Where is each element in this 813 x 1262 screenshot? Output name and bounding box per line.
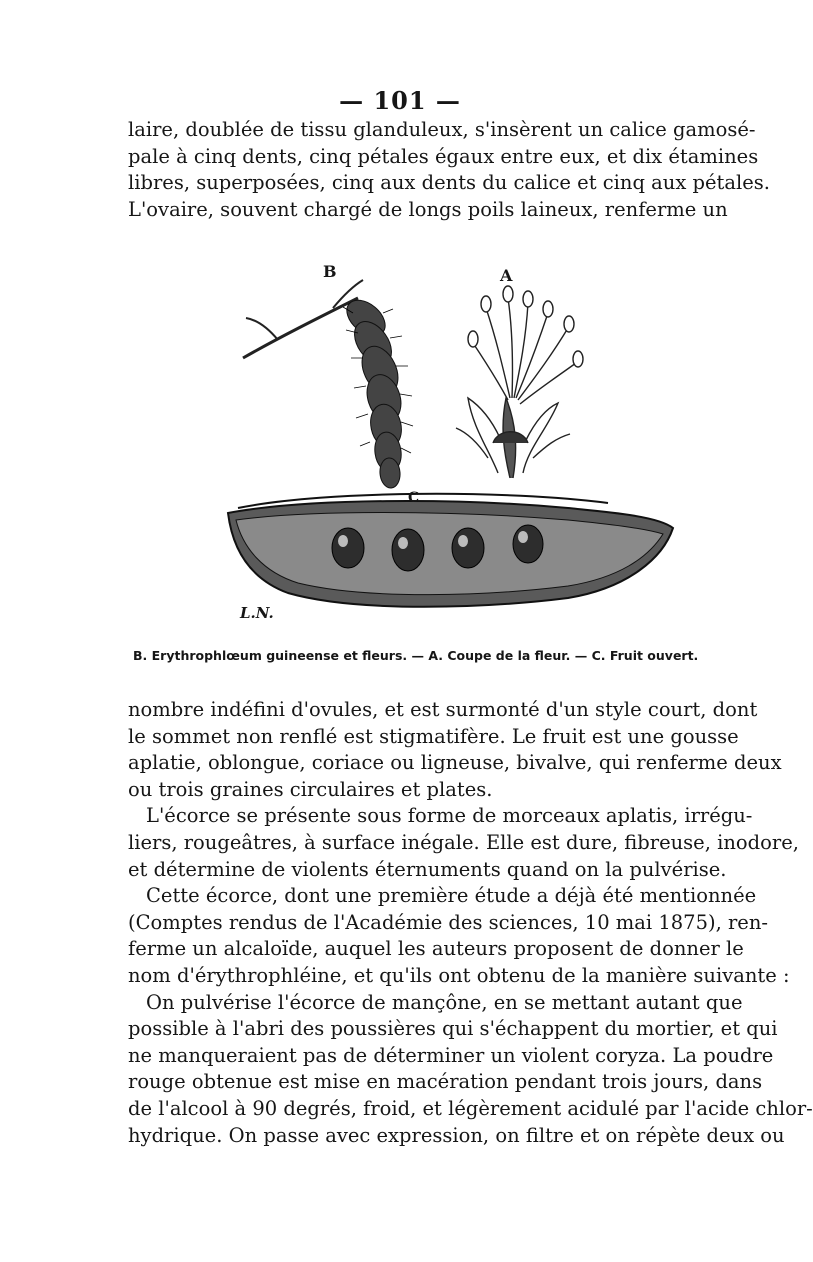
text-line: aplatie, oblongue, coriace ou ligneuse, bivalve, qui renferme deux [128, 751, 782, 775]
page-number: — 101 — [339, 86, 461, 115]
text-line: le sommet non renflé est stigmatifère. Le fruit est une gousse [128, 724, 739, 748]
figure-label-b: B [323, 262, 337, 281]
text-line: Cette écorce, dont une première étude a déjà été mentionnée [146, 884, 757, 908]
bottom-paragraphs [128, 697, 813, 1149]
text-line: rouge obtenue est mise en macération pendant trois jours, dans [128, 1070, 763, 1094]
engraver-signature: L.N. [240, 604, 274, 622]
figure-label-a: A [500, 266, 513, 285]
text-line: ferme un alcaloïde, auquel les auteurs proposent de donner le [128, 937, 744, 961]
text-line: pale à cinq dents, cinq pétales égaux entre eux, et dix étamines [128, 144, 759, 168]
flower-section-drawing [456, 286, 583, 478]
text-line: laire, doublée de tissu glanduleux, s'insèrent un calice gamosé- [128, 118, 756, 141]
text-line: de l'alcool à 90 degrés, froid, et légèrement acidulé par l'acide chlor- [128, 1096, 813, 1120]
illustration-drawing [128, 258, 676, 648]
text-line: hydrique. On passe avec expression, on filtre et on répète deux ou [128, 1123, 785, 1147]
text-line: L'ovaire, souvent chargé de longs poils laineux, renferme un [128, 197, 728, 221]
top-paragraph [128, 117, 770, 223]
text-line: nombre indéfini d'ovules, et est surmonté d'un style court, dont [128, 698, 758, 721]
text-line: possible à l'abri des poussières qui s'échappent du mortier, et qui [128, 1017, 778, 1041]
open-pod-drawing [228, 494, 673, 607]
text-line: (Comptes rendus de l'Académie des sciences, 10 mai 1875), ren- [128, 910, 768, 934]
text-line: ou trois graines circulaires et plates. [128, 777, 493, 801]
figure-caption: B. Erythrophlœum guineense et fleurs. — A. Coupe de la fleur. — C. Fruit ouvert. [133, 648, 699, 663]
text-line: nom d'érythrophléine, et qu'ils ont obtenu de la manière suivante : [128, 963, 790, 987]
botanical-illustration [128, 258, 676, 658]
branch-spike-drawing [243, 280, 413, 489]
text-line: et détermine de violents éternuments quand on la pulvérise. [128, 857, 727, 881]
text-line: liers, rougeâtres, à surface inégale. Elle est dure, fibreuse, inodore, [128, 830, 799, 854]
text-line: ne manqueraient pas de déterminer un violent coryza. La poudre [128, 1043, 774, 1067]
text-line: On pulvérise l'écorce de mançône, en se mettant autant que [146, 990, 743, 1014]
text-line: libres, superposées, cinq aux dents du calice et cinq aux pétales. [128, 171, 770, 195]
text-line: L'écorce se présente sous forme de morceaux aplatis, irrégu- [146, 804, 753, 828]
figure-label-c: C [408, 490, 420, 506]
